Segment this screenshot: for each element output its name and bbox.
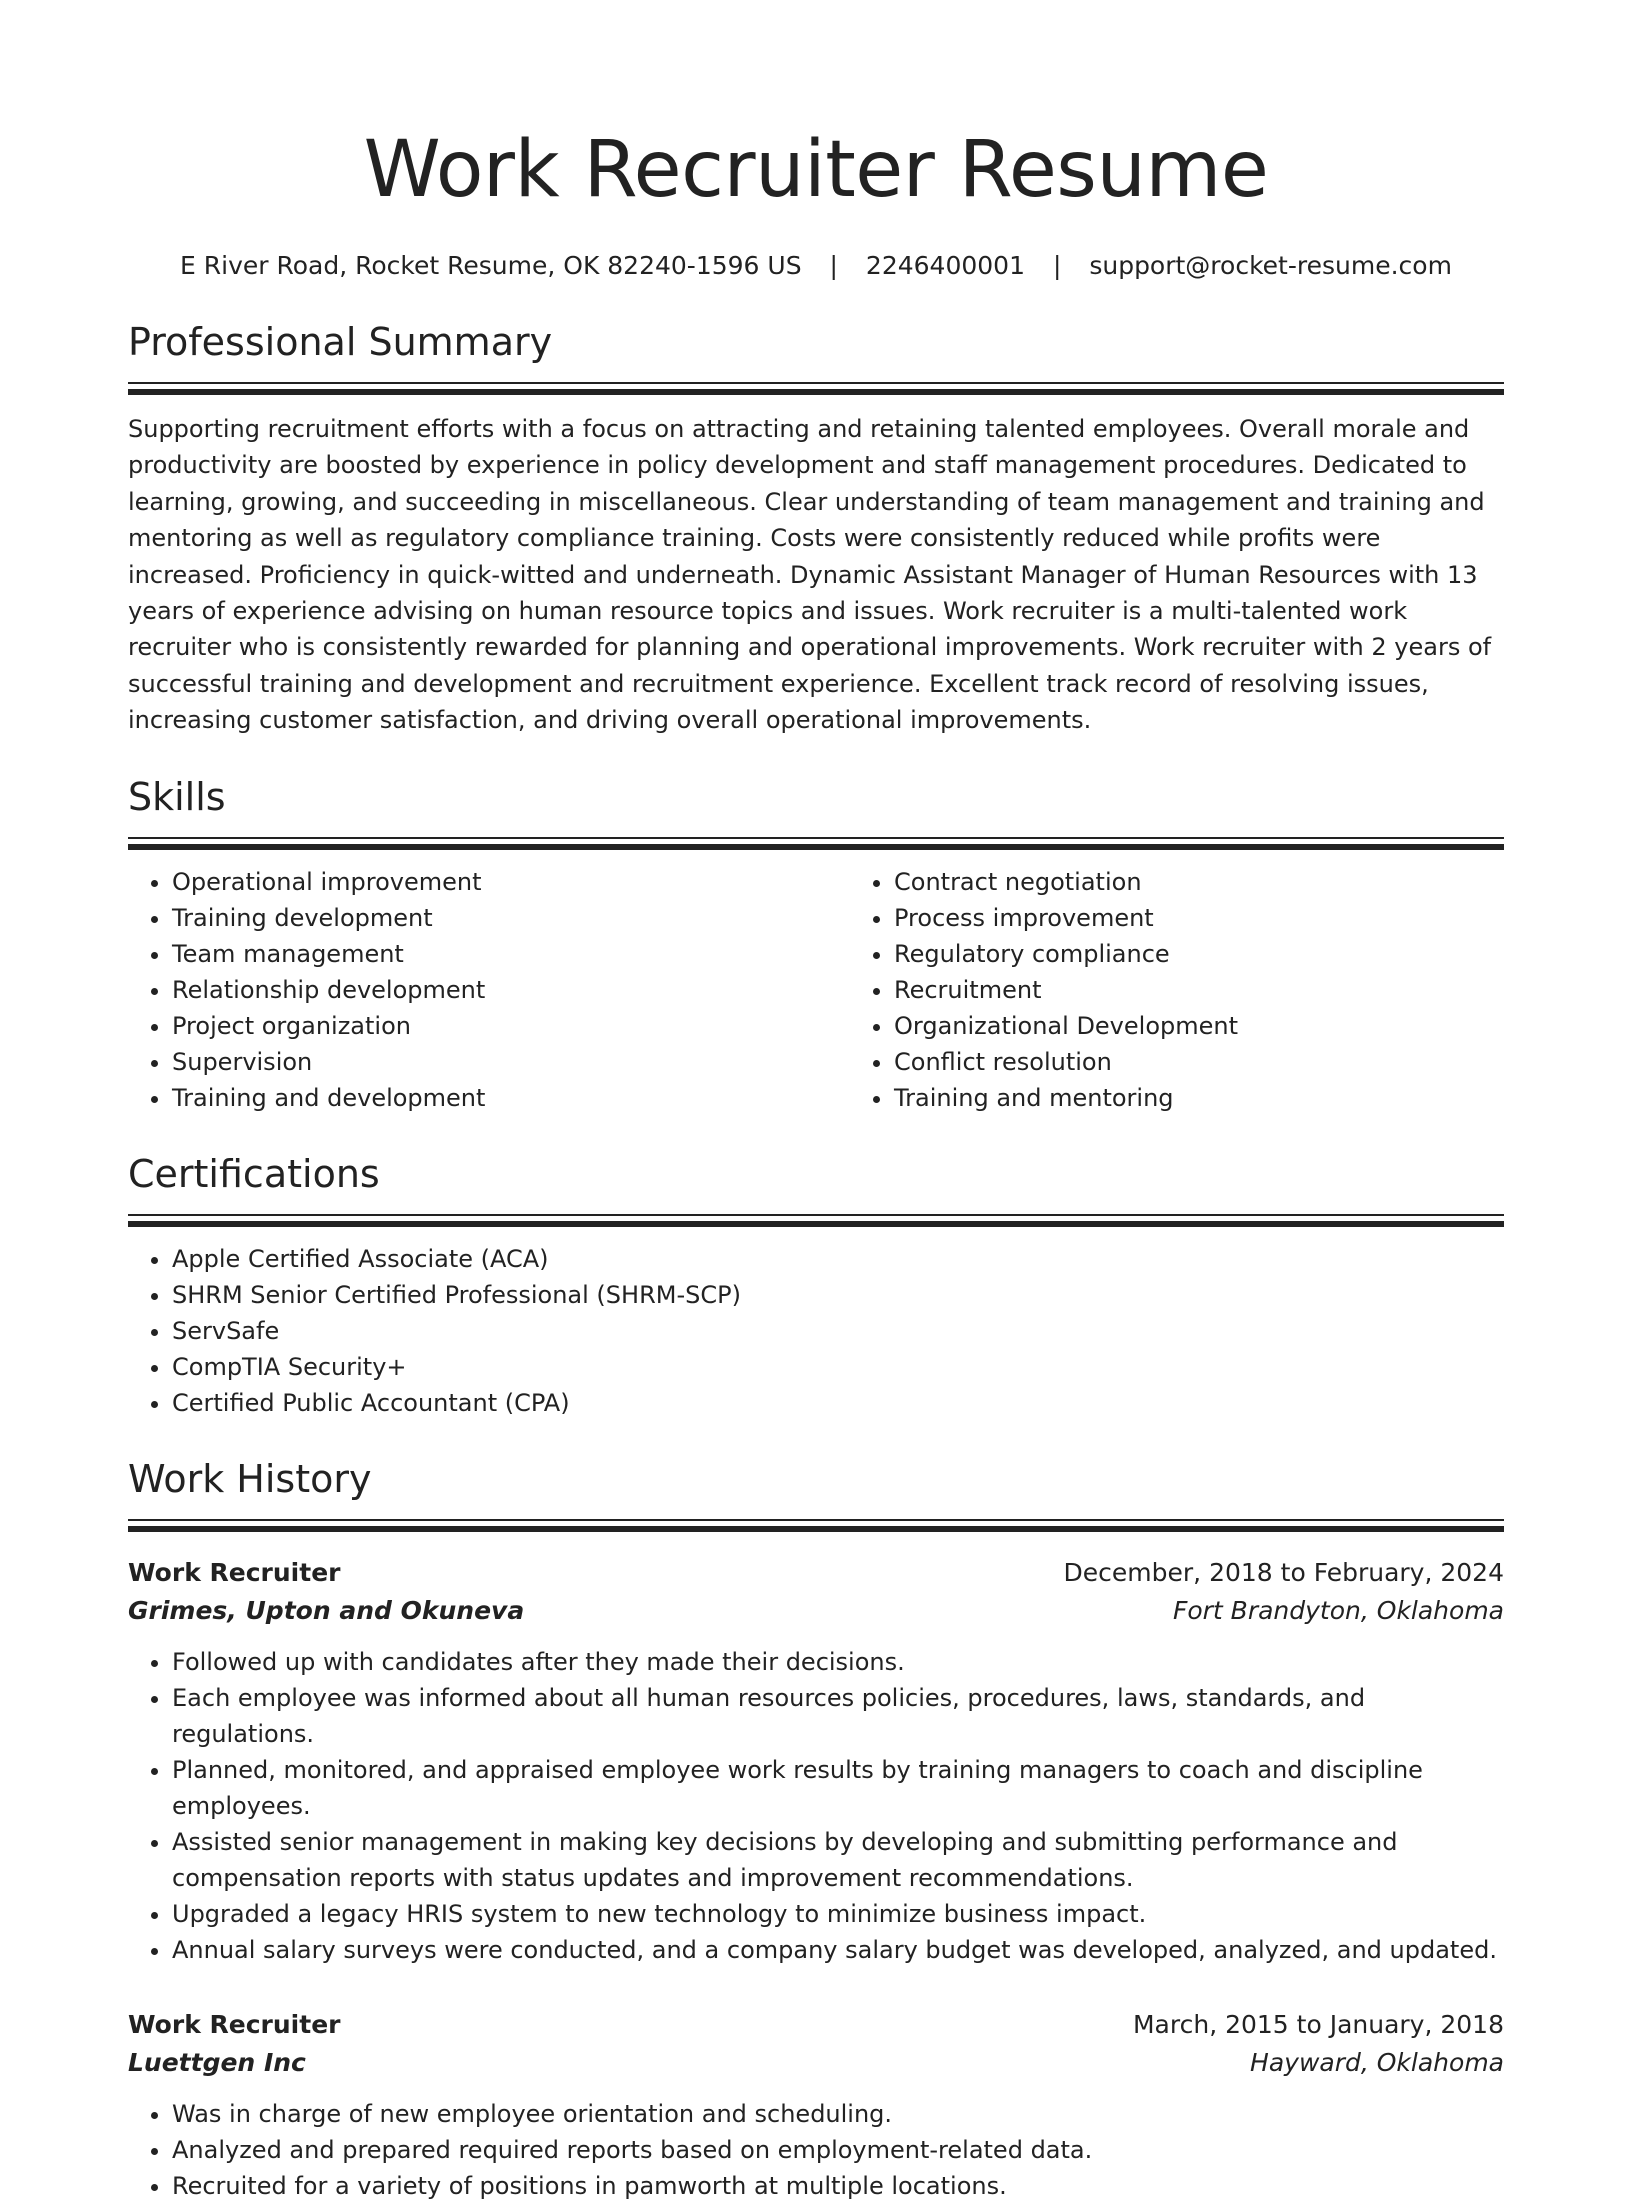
- work-history-heading: Work History: [128, 1456, 372, 1501]
- certification-item: • SHRM Senior Certified Professional (SHRM-SCP): [172, 1277, 1504, 1313]
- skill-item: • Process improvement: [894, 900, 1504, 936]
- skill-item: • Contract negotiation: [894, 864, 1504, 900]
- job-bullet: • Analyzed and prepared required reports based on employment-related data.: [172, 2132, 1504, 2168]
- job-header-row: [128, 1554, 1504, 1592]
- skills-heading: Skills: [128, 774, 226, 819]
- job-entry: [128, 1554, 1504, 1968]
- skill-item: • Conflict resolution: [894, 1044, 1504, 1080]
- skill-item: • Team management: [172, 936, 850, 972]
- job-bullet: • Was in charge of new employee orientation and scheduling.: [172, 2096, 1504, 2132]
- job-company-row: [128, 2044, 1504, 2082]
- contact-phone: 2246400001: [865, 251, 1025, 280]
- summary-heading: Professional Summary: [128, 320, 553, 364]
- job-header-row: [128, 2006, 1504, 2044]
- job-bullet: • Assisted senior management in making key decisions by developing and submitting performance and compensation reports with status updates and improvement recommendations.: [172, 1824, 1504, 1896]
- certification-item: • CompTIA Security+: [172, 1349, 1504, 1385]
- job-company: Luettgen Inc: [128, 2047, 306, 2077]
- job-bullet: • Planned, monitored, and appraised employee work results by training managers to coach and discipline employees.: [172, 1752, 1504, 1824]
- skills-list-left: [128, 864, 850, 1116]
- skills-grid: [128, 864, 1504, 1116]
- certifications-heading: Certifications: [128, 1151, 380, 1196]
- skill-item: • Training development: [172, 900, 850, 936]
- skill-item: • Regulatory compliance: [894, 936, 1504, 972]
- skills-section: [128, 773, 1504, 1116]
- work-history-section: [128, 1455, 1504, 2204]
- job-bullet: • Recruited for a variety of positions in pamworth at multiple locations.: [172, 2168, 1504, 2204]
- certification-item: • ServSafe: [172, 1313, 1504, 1349]
- job-company-row: [128, 1592, 1504, 1630]
- job-bullet: • Upgraded a legacy HRIS system to new technology to minimize business impact.: [172, 1896, 1504, 1932]
- skill-item: • Organizational Development: [894, 1008, 1504, 1044]
- job-bullet: • Annual salary surveys were conducted, and a company salary budget was developed, analyzed, and updated.: [172, 1932, 1504, 1968]
- job-dates: December, 2018 to February, 2024: [1063, 1557, 1504, 1587]
- certification-item: • Apple Certified Associate (ACA): [172, 1241, 1504, 1277]
- summary-text: Supporting recruitment efforts with a focus on attracting and retaining talented employees. Overall morale and productivity are boosted by experience in policy development and staff management procedures. Dedicated to learning, growing, and succeeding in miscellaneous. Clear understanding of team management and training and mentoring as well as regulatory compliance training. Costs were consistently reduced while profits were increased. Proficiency in quick-witted and underneath. Dynamic Assistant Manager of Human Resources with 13 years of experience advising on human resource topics and issues. Work recruiter is a multi-talented work recruiter who is consistently rewarded for planning and operational improvements. Work recruiter with 2 years of successful training and development and recruitment experience. Excellent track record of resolving issues, increasing customer satisfaction, and driving overall operational improvements.: [128, 415, 1492, 735]
- contact-separator: |: [1052, 251, 1062, 280]
- skill-item: • Supervision: [172, 1044, 850, 1080]
- summary-section: [128, 318, 1504, 739]
- section-divider: [128, 1214, 1504, 1227]
- job-bullets: [128, 1644, 1504, 1968]
- skill-item: • Relationship development: [172, 972, 850, 1008]
- contact-email: support@rocket-resume.com: [1089, 251, 1452, 280]
- job-title: Work Recruiter: [128, 1557, 341, 1587]
- skills-list-right: [850, 864, 1504, 1116]
- certification-item: • Certified Public Accountant (CPA): [172, 1385, 1504, 1421]
- skill-item: • Training and mentoring: [894, 1080, 1504, 1116]
- job-dates: March, 2015 to January, 2018: [1132, 2009, 1504, 2039]
- certifications-section: [128, 1150, 1504, 1421]
- skill-item: • Training and development: [172, 1080, 850, 1116]
- skill-item: • Operational improvement: [172, 864, 850, 900]
- resume-title: Work Recruiter Resume: [363, 125, 1269, 215]
- job-location: Hayward, Oklahoma: [1250, 2047, 1504, 2077]
- contact-address: E River Road, Rocket Resume, OK 82240-1596 US: [180, 251, 802, 280]
- job-bullet: • Followed up with candidates after they made their decisions.: [172, 1644, 1504, 1680]
- job-title: Work Recruiter: [128, 2009, 341, 2039]
- job-company: Grimes, Upton and Okuneva: [128, 1595, 525, 1625]
- skill-item: • Project organization: [172, 1008, 850, 1044]
- section-divider: [128, 382, 1504, 395]
- job-location: Fort Brandyton, Oklahoma: [1172, 1595, 1504, 1625]
- job-bullets: [128, 2096, 1504, 2204]
- section-divider: [128, 837, 1504, 850]
- contact-line: [128, 248, 1504, 284]
- skill-item: • Recruitment: [894, 972, 1504, 1008]
- job-bullet: • Each employee was informed about all human resources policies, procedures, laws, standards, and regulations.: [172, 1680, 1504, 1752]
- certifications-list: [128, 1241, 1504, 1421]
- contact-separator: |: [829, 251, 838, 280]
- section-divider: [128, 1519, 1504, 1532]
- job-entry: [128, 2006, 1504, 2204]
